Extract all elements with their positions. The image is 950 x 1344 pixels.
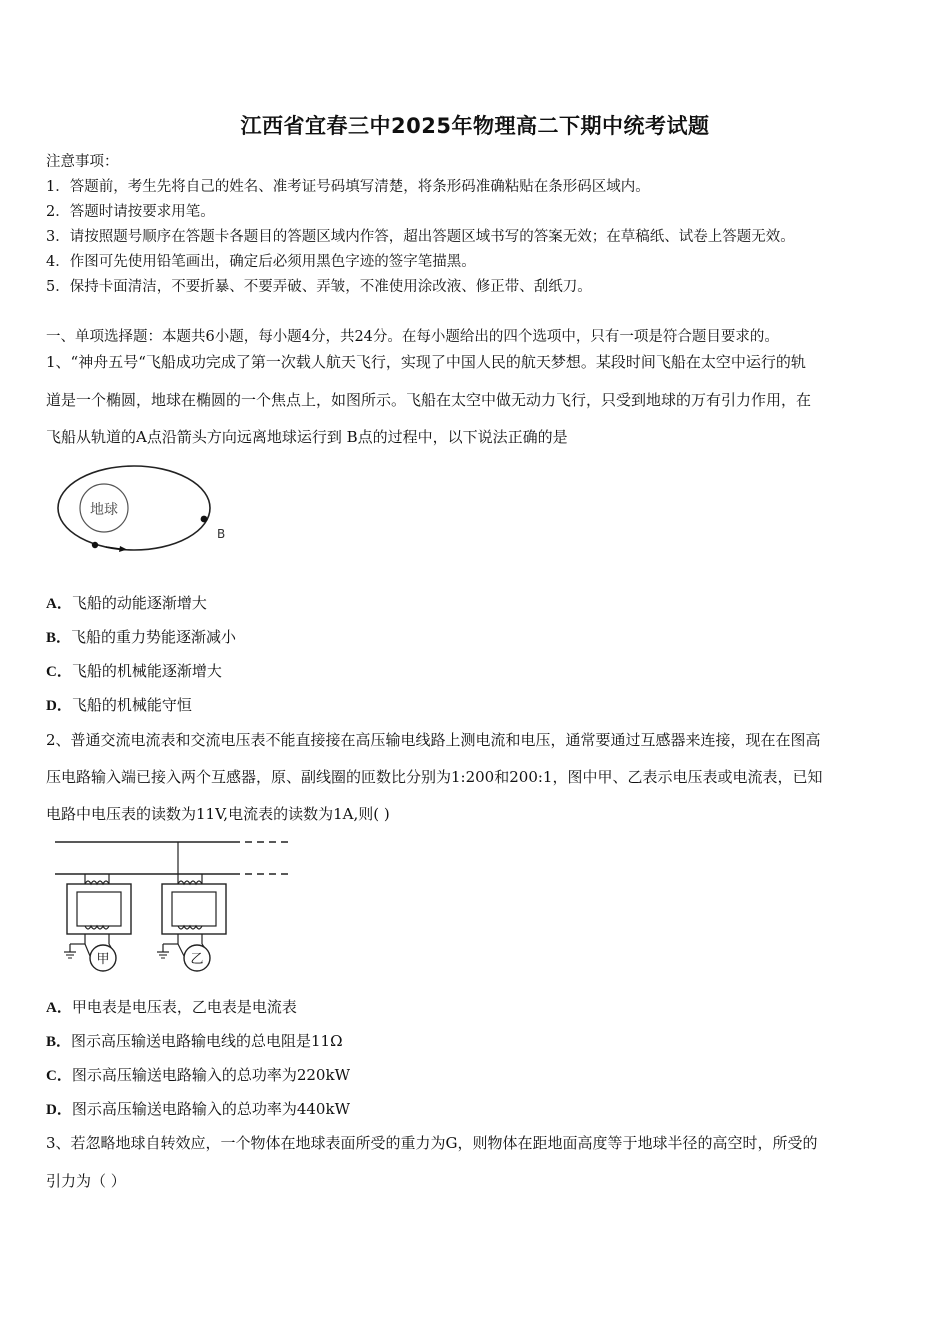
question-2-line: 电路中电压表的读数为11V,电流表的读数为1A,则( ) [46,805,390,823]
notice-item: 3．请按照题号顺序在答题卡各题目的答题区域内作答，超出答题区域书写的答案无效；在草稿纸、试卷上答题无效。 [46,229,795,245]
question-1-line: 飞船从轨道的A点沿箭头方向远离地球运行到 B点的过程中，以下说法正确的是 [46,428,568,446]
exam-title: 江西省宜春三中2025年物理高二下期中统考试题 [240,114,710,138]
question-3-line: 引力为（ ） [46,1172,126,1190]
option-c: C．图示高压输送电路输入的总功率为220kW [46,1066,350,1084]
option-a: A．甲电表是电压表，乙电表是电流表 [46,998,297,1016]
question-2-line: 压电路输入端已接入两个互感器，原、副线圈的匝数比分别为1:200和200:1，图中甲、乙表示电压表或电流表，已知 [46,768,823,786]
transformer-figure [50,834,295,974]
question-2-line: 2、普通交流电流表和交流电压表不能直接接在高压输电线路上测电流和电压，通常要通过互感器来连接，现在在图高 [46,731,821,749]
direction-arrow-icon [119,546,127,552]
orbit-ellipse [58,466,210,550]
question-1-line: 1、“神舟五号“飞船成功完成了第一次载人航天飞行，实现了中国人民的航天梦想。某段时间飞船在太空中运行的轨 [46,353,806,371]
option-b: B．飞船的重力势能逐渐减小 [46,628,237,646]
section-heading: 一、单项选择题：本题共6小题，每小题4分，共24分。在每小题给出的四个选项中，只有一项是符合题目要求的。 [46,329,779,345]
direction-arrow-line [106,547,120,549]
orbit-figure [50,462,240,562]
question-1-line: 道是一个椭圆，地球在椭圆的一个焦点上，如图所示。飞船在太空中做无动力飞行，只受到地球的万有引力作用，在 [46,391,812,409]
point-b-label: B [217,527,226,541]
notice-heading: 注意事项： [46,154,119,170]
point-b-dot [201,516,208,523]
point-a-dot [92,542,98,548]
notice-item: 1．答题前，考生先将自己的姓名、准考证号码填写清楚，将条形码准确粘贴在条形码区域内。 [46,179,650,195]
option-d: D．图示高压输送电路输入的总功率为440kW [46,1100,350,1118]
notice-item: 4．作图可先使用铅笔画出，确定后必须用黑色字迹的签字笔描黑。 [46,254,476,270]
meter-yi-label: 乙 [190,952,204,967]
notice-item: 5．保持卡面清洁，不要折暴、不要弄破、弄皱，不准使用涂改液、修正带、刮纸刀。 [46,279,592,295]
option-c: C．飞船的机械能逐渐增大 [46,662,222,680]
earth-label: 地球 [90,502,118,518]
option-a: A．飞船的动能逐渐增大 [46,594,207,612]
question-3-line: 3、若忽略地球自转效应，一个物体在地球表面所受的重力为G，则物体在距地面高度等于地球半径的高空时，所受的 [46,1134,818,1152]
option-b: B．图示高压输送电路输电线的总电阻是11Ω [46,1032,343,1050]
option-d: D．飞船的机械能守恒 [46,696,192,714]
notice-item: 2．答题时请按要求用笔。 [46,204,215,220]
meter-jia-label: 甲 [96,952,110,967]
